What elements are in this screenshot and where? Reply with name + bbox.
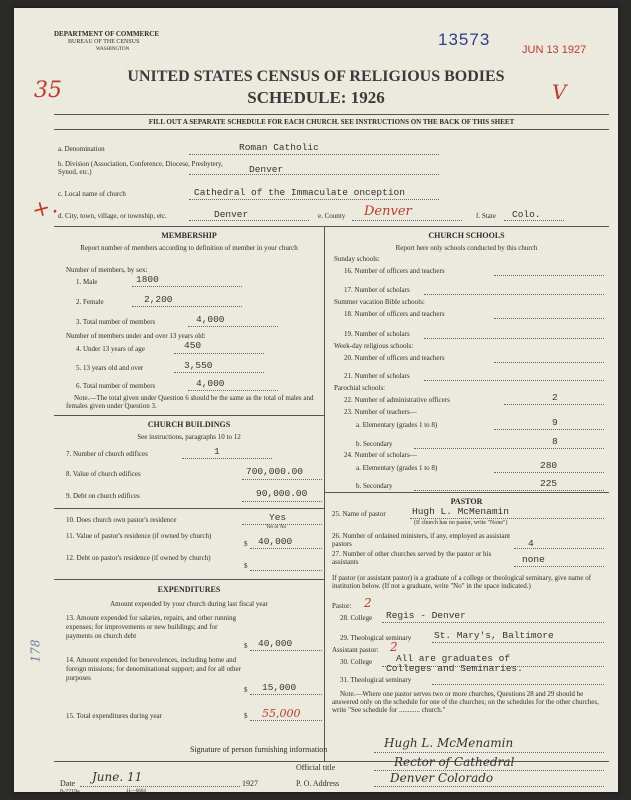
value-q13: 40,000 bbox=[258, 638, 293, 649]
value-q27: none bbox=[522, 554, 545, 565]
label-q24: 24. Number of scholars— bbox=[344, 451, 417, 459]
value-q23a: 9 bbox=[552, 417, 558, 428]
label-q3: 3. Total number of members bbox=[76, 318, 156, 326]
value-q7: 1 bbox=[214, 446, 220, 457]
form-subtitle: SCHEDULE: 1926 bbox=[247, 88, 385, 107]
label-q28: 28. College bbox=[340, 614, 373, 622]
label-po-address: P. O. Address bbox=[296, 779, 340, 788]
membership-note: Note.—The total given under Question 6 should be the same as the total of males and females given under Question 3. bbox=[66, 394, 314, 410]
label-q10: 10. Does church own pastor's residence bbox=[66, 516, 177, 524]
value-q25: Hugh L. McMenamin bbox=[412, 506, 509, 517]
city-line: WASHINGTON bbox=[96, 47, 130, 52]
value-q14: 15,000 bbox=[262, 682, 297, 693]
value-q23b: 8 bbox=[552, 436, 558, 447]
label-city: d. City, town, village, or township, etc. bbox=[58, 212, 167, 220]
value-q5: 3,550 bbox=[184, 360, 213, 371]
label-denomination: a. Denomination bbox=[58, 145, 105, 153]
value-q2: 2,200 bbox=[144, 294, 173, 305]
label-q26: 26. Number of ordained ministers, if any, employed as assistant pastors bbox=[332, 532, 511, 548]
margin-number-footer: 178 bbox=[28, 639, 43, 663]
label-q18: 18. Number of officers and teachers bbox=[344, 310, 445, 318]
membership-intro: Report number of members according to definition of member in your church bbox=[80, 244, 298, 252]
date-stamp: JUN 13 1927 bbox=[522, 44, 587, 56]
label-q19: 19. Number of scholars bbox=[344, 330, 410, 338]
value-state: Colo. bbox=[512, 209, 541, 220]
label-division: b. Division (Association, Conference, Diocese, Presbytery, Synod, etc.) bbox=[58, 160, 223, 176]
label-q23a: a. Elementary (grades 1 to 8) bbox=[356, 421, 438, 429]
membership-heading: MEMBERSHIP bbox=[161, 231, 217, 240]
label-q11: 11. Value of pastor's residence (if owned by church) bbox=[66, 532, 212, 540]
value-date: June. 11 bbox=[92, 770, 143, 784]
schools-heading: CHURCH SCHOOLS bbox=[428, 231, 505, 240]
label-q8: 8. Value of church edifices bbox=[66, 470, 141, 478]
label-q14: 14. Amount expended for benevolences, including home and foreign missions; for denominational support; and for all other purposes bbox=[66, 656, 241, 682]
label-q16: 16. Number of officers and teachers bbox=[344, 267, 445, 275]
expenditures-sub: Amount expended by your church during last fiscal year bbox=[110, 600, 268, 608]
number-stamp: 13573 bbox=[438, 30, 491, 49]
label-q29: 29. Theological seminary bbox=[340, 634, 412, 642]
value-official-title: Rector of Cathedral bbox=[394, 755, 515, 769]
label-state: f. State bbox=[476, 212, 496, 220]
margin-number: 35 bbox=[34, 78, 62, 103]
label-sunday: Sunday schools: bbox=[334, 255, 380, 263]
label-q1: 1. Male bbox=[76, 278, 98, 286]
label-q9: 9. Debt on church edifices bbox=[66, 492, 140, 500]
label-q13: 13. Amount expended for salaries, repairs, and other running expenses; for improvements or new buildings; and for payments on church debt bbox=[66, 614, 237, 640]
label-signature: Signature of person furnishing information bbox=[190, 745, 328, 754]
expenditures-heading: EXPENDITURES bbox=[157, 585, 221, 594]
check-mark: V bbox=[552, 80, 567, 104]
value-q30-line2: Colleges and Seminaries. bbox=[386, 663, 523, 674]
grad-note: If pastor (or assistant pastor) is a graduate of a college or theological seminary, give name of institution below. (If not a graduate, write "No" in the space indicated.) bbox=[332, 574, 592, 590]
label-q6: 6. Total number of members bbox=[76, 382, 156, 390]
value-q24a: 280 bbox=[540, 460, 558, 471]
label-assistant: Assistant pastor: bbox=[332, 646, 379, 654]
value-denomination: Roman Catholic bbox=[239, 142, 319, 153]
value-county: Denver bbox=[364, 204, 412, 219]
label-q17: 17. Number of scholars bbox=[344, 286, 410, 294]
pastor-note: Note.—Where one pastor serves two or more churches, Questions 28 and 29 should be answered only on the schedule for one of the churches; on the schedules for the other churches, write "See schedule for ............ church." bbox=[332, 690, 599, 714]
value-division: Denver bbox=[249, 164, 284, 175]
label-date: Date bbox=[60, 779, 76, 788]
label-q15: 15. Total expenditures during year bbox=[66, 712, 162, 720]
pastor-mark: 2 bbox=[364, 596, 372, 610]
value-local-name: Cathedral of the Immaculate onception bbox=[194, 187, 405, 198]
value-city: Denver bbox=[214, 209, 249, 220]
value-q30-line1: All are graduates of bbox=[396, 653, 511, 664]
hint-q10: Yes or No bbox=[266, 525, 287, 530]
print-number: 11—6664 bbox=[126, 789, 146, 792]
form-number: 8-2219a bbox=[60, 789, 80, 792]
value-q11: 40,000 bbox=[258, 536, 293, 547]
census-schedule-sheet: DEPARTMENT OF COMMERCE BUREAU OF THE CENSUS WASHINGTON 13573 JUN 13 1927 UNITED STATES CENSUS OF RELIGIOUS BODIES SCHEDULE: 1926 35 V FILL OUT A SEPARATE SCHEDULE FOR EACH CHURCH. SEE INSTRUCTIONS ON THE BACK OF THIS SHEET a. Denomination Roman Catholic b. Division (Association, Conference, Diocese, Presbytery, Synod, etc.) Denver c. Local name of church Cathedral of the Immaculate onception +. d. City, town, village, or township, etc. Denver e. County Denver f. State Colo. MEMBERSHIP Report number of members according to definition of member in your church Number of members, by sex: 1. Male 1800 2. Female 2,200 3. Total number of members 4,000 Number of members under and over 13 years old: 4. Under 13 years of age 450 5. 13 years old and over 3,550 6. Total number of members 4,000 Note.—The total given under Question 6 should be the same as the total of males and females given under Question 3. CHURCH BUILDINGS See instructions, paragraphs 10 to 12 7. Number of church edifices 1 8. Value of church edifices 700,000.00 9. Debt on church edifices 90,000.00 10. Does church own pastor's residence Yes Yes or No 11. Value of pastor's residence (if owned by church) $ 40,000 12. Debt on pastor's residence (if owned by church) $ EXPENDITURES Amount expended by your church during last fiscal year 13. Amount expended for salaries, repairs, and other running expenses; for improvements or new buildings; and for payments on church debt $ 40,000 14. Amount expended for benevolences, including home and foreign missions; for denominational support; and for all other purposes $ 15,000 15. Total expenditures during year $ 55,000 178 CHURCH SCHOOLS Report here only schools conducted by this church Sunday schools: 16. Number of officers and teachers 17. Number of scholars Summer vacation Bible schools: 18. Number of officers and teachers 19. Number of scholars Week-day religious schools: 20. Number of officers and teachers 21. Number of scholars Parochial schools: 22. Number of administrative officers 2 23. Number of teachers— a. Elementary (grades 1 to 8) 9 b. Secondary 8 24. Number of scholars— a. Elementary (grades 1 to 8) 280 b. Secondary 225 PASTOR 25. Name of pastor Hugh L. McMenamin (If church has no pastor, write "None") 26. Number of ordained ministers, if any, employed as assistant pastors 4 27. Number of other churches served by the pastor or his assistants none If pastor (or assistant pastor) is a graduate of a college or theological seminary, give name of institution below. (If not a graduate, write "No" in the space indicated.) Pastor: 2 28. College Regis - Denver 29. Theological seminary St. Mary's, Baltimore Assistant pastor: 2 30. College All are graduates of Colleges and Seminaries. 31. Theological seminary Note.—Where one pastor serves two or more churches, Questions 28 and 29 should be answered only on the schedule for one of the churches; on the schedules for the other churches, write "See schedule for ............ church." Signature of person furnishing information Hugh L. McMenamin Official title Rector of Cathedral Date June. 11 1927 P. O. Address Denver Colorado 8-2219a 11—6664 bbox=[14, 8, 618, 792]
pastor-heading: PASTOR bbox=[450, 497, 483, 506]
assistant-mark: 2 bbox=[390, 640, 398, 654]
label-q24a: a. Elementary (grades 1 to 8) bbox=[356, 464, 438, 472]
instruction-line: FILL OUT A SEPARATE SCHEDULE FOR EACH CHURCH. SEE INSTRUCTIONS ON THE BACK OF THIS SHEET bbox=[148, 118, 515, 126]
value-q9: 90,000.00 bbox=[256, 488, 308, 499]
label-weekday: Week-day religious schools: bbox=[334, 342, 414, 350]
dept-line: DEPARTMENT OF COMMERCE bbox=[54, 30, 160, 38]
label-q21: 21. Number of scholars bbox=[344, 372, 410, 380]
form-title: UNITED STATES CENSUS OF RELIGIOUS BODIES bbox=[127, 68, 505, 85]
label-pastor: Pastor: bbox=[332, 602, 352, 610]
label-q27: 27. Number of other churches served by the pastor or his assistants bbox=[332, 550, 492, 566]
label-q23: 23. Number of teachers— bbox=[344, 408, 417, 416]
label-local-name: c. Local name of church bbox=[58, 190, 126, 198]
label-q5: 5. 13 years old and over bbox=[76, 364, 144, 372]
label-by-sex: Number of members, by sex: bbox=[66, 266, 148, 274]
label-q22: 22. Number of administrative officers bbox=[344, 396, 450, 404]
value-q10: Yes bbox=[269, 512, 287, 523]
value-q15: 55,000 bbox=[262, 707, 301, 720]
bureau-line: BUREAU OF THE CENSUS bbox=[68, 39, 140, 45]
schools-sub: Report here only schools conducted by this church bbox=[395, 244, 538, 252]
label-q25: 25. Name of pastor bbox=[332, 510, 386, 518]
value-year: 1927 bbox=[242, 779, 258, 788]
label-official-title: Official title bbox=[296, 763, 336, 772]
margin-mark: +. bbox=[29, 193, 61, 224]
hint-q25: (If church has no pastor, write "None") bbox=[414, 520, 508, 526]
label-parochial: Parochial schools: bbox=[334, 384, 386, 392]
value-q26: 4 bbox=[528, 538, 534, 549]
value-q1: 1800 bbox=[136, 274, 159, 285]
label-q31: 31. Theological seminary bbox=[340, 676, 412, 684]
buildings-sub: See instructions, paragraphs 10 to 12 bbox=[137, 433, 241, 441]
value-q8: 700,000.00 bbox=[246, 466, 304, 477]
label-vacation: Summer vacation Bible schools: bbox=[334, 298, 425, 306]
value-signature: Hugh L. McMenamin bbox=[384, 736, 514, 750]
value-q3: 4,000 bbox=[196, 314, 225, 325]
label-q24b: b. Secondary bbox=[356, 482, 393, 490]
label-county: e. County bbox=[318, 212, 346, 220]
buildings-heading: CHURCH BUILDINGS bbox=[147, 420, 231, 429]
label-q2: 2. Female bbox=[76, 298, 104, 306]
label-q7: 7. Number of church edifices bbox=[66, 450, 148, 458]
label-q23b: b. Secondary bbox=[356, 440, 393, 448]
label-q12: 12. Debt on pastor's residence (if owned by church) bbox=[66, 554, 211, 562]
label-q20: 20. Number of officers and teachers bbox=[344, 354, 445, 362]
value-q29: St. Mary's, Baltimore bbox=[434, 630, 554, 641]
value-q6: 4,000 bbox=[196, 378, 225, 389]
value-q28: Regis - Denver bbox=[386, 610, 466, 621]
label-by-age: Number of members under and over 13 years old: bbox=[66, 332, 206, 340]
value-q24b: 225 bbox=[540, 478, 558, 489]
value-po-address: Denver Colorado bbox=[390, 771, 494, 785]
value-q22: 2 bbox=[552, 392, 558, 403]
label-q30: 30. College bbox=[340, 658, 373, 666]
label-q4: 4. Under 13 years of age bbox=[76, 345, 145, 353]
value-q4: 450 bbox=[184, 340, 202, 351]
